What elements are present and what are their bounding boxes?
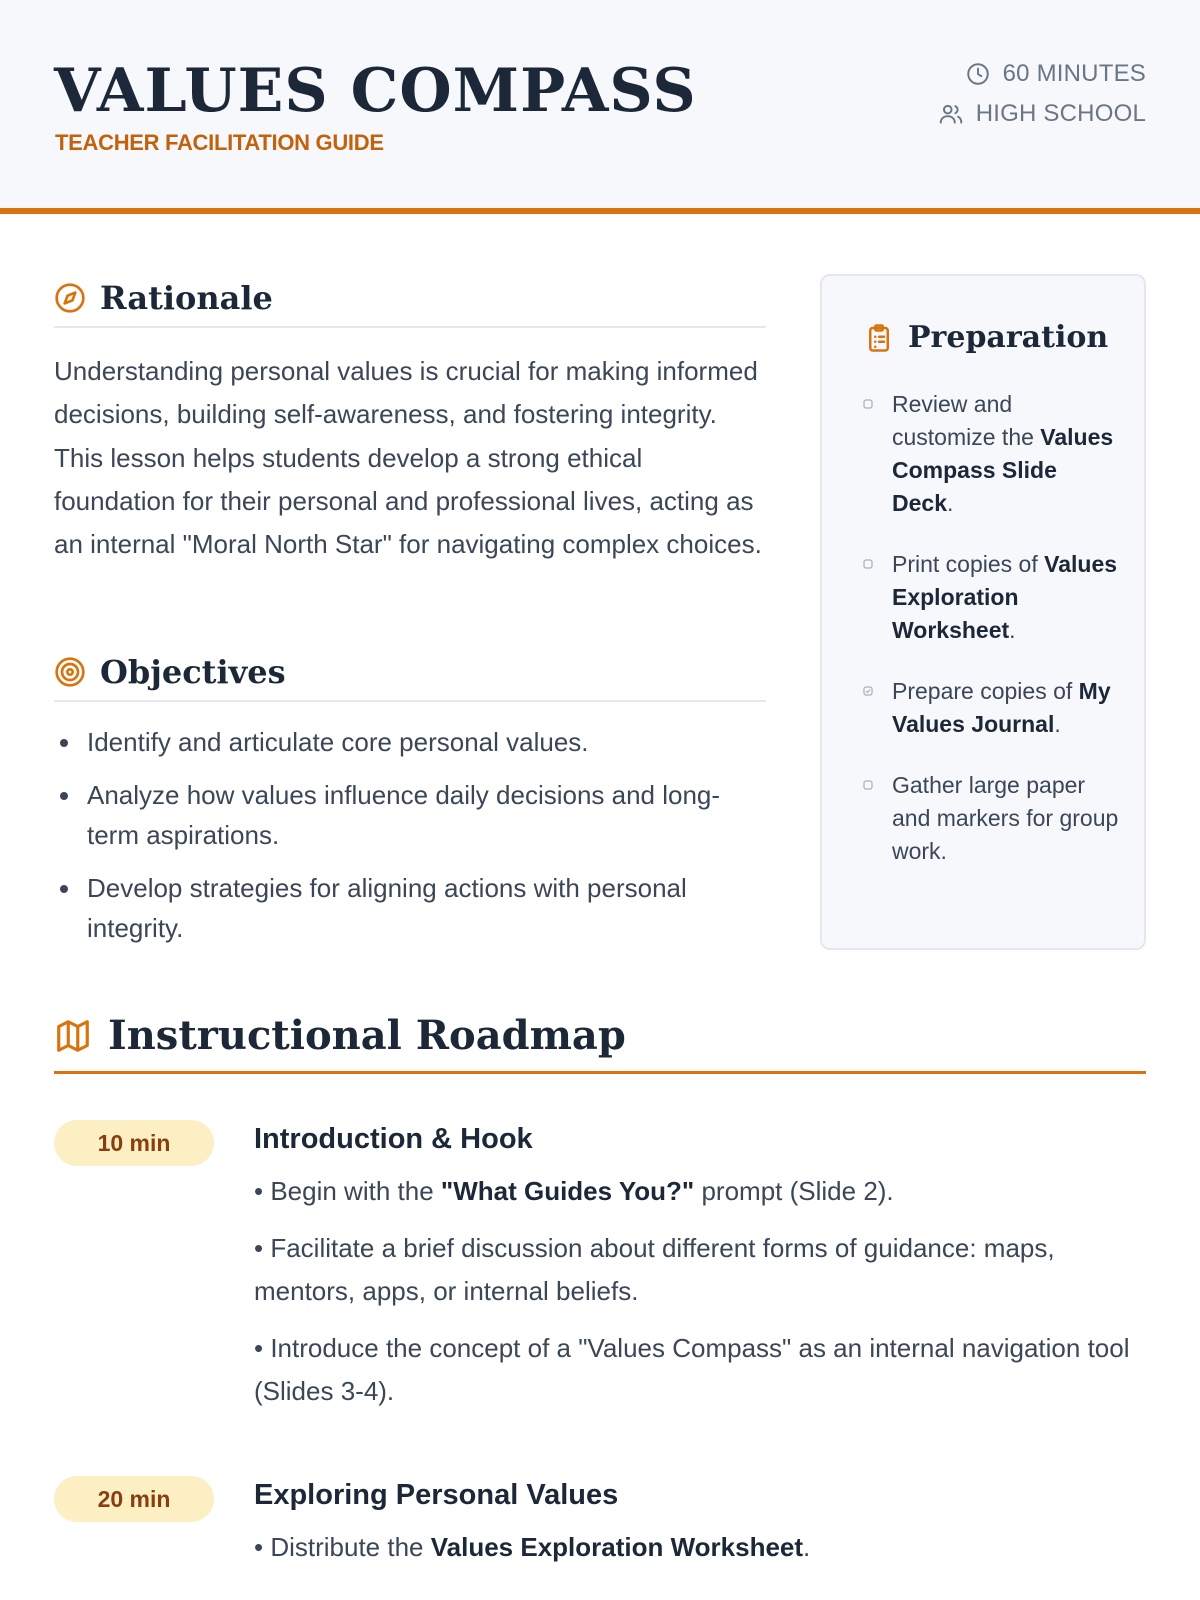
preparation-list [862, 388, 1122, 896]
prep-text: Print copies of [892, 551, 1045, 577]
list-item: Analyze how values influence daily decisions and long-term aspirations. [54, 775, 766, 855]
checkbox-icon [862, 685, 874, 697]
duration-badge: 20 min [54, 1476, 214, 1522]
checkbox-icon [862, 398, 874, 410]
compass-icon [54, 282, 86, 314]
objectives-list [54, 722, 766, 961]
list-item: Identify and articulate core personal values. [54, 722, 766, 762]
prep-suffix: . [1009, 617, 1016, 643]
list-item: Develop strategies for aligning actions with personal integrity. [54, 868, 766, 948]
target-icon [54, 656, 86, 688]
instruction-text: • Introduce the concept of a "Values Compass" as an internal navigation tool (Slides 3-4). [254, 1333, 1130, 1406]
step-instruction [254, 1227, 1146, 1313]
page-title: VALUES COMPASS [54, 56, 697, 126]
objectives-title: Objectives [100, 653, 286, 691]
list-item [862, 548, 1122, 647]
instruction-suffix: prompt (Slide 2). [694, 1176, 894, 1206]
audience-meta [938, 94, 1146, 134]
page-subtitle: TEACHER FACILITATION GUIDE [55, 130, 384, 155]
list-item [862, 769, 1122, 868]
step-instruction [254, 1327, 1146, 1413]
clipboard-list-icon [864, 323, 894, 353]
prep-suffix: . [1054, 711, 1061, 737]
lesson-meta [938, 54, 1146, 134]
objectives-heading [54, 644, 766, 702]
step-body [254, 1472, 1146, 1583]
audience-text: HIGH SCHOOL [975, 100, 1146, 127]
roadmap-title: Instructional Roadmap [108, 1012, 626, 1059]
instruction-highlight: "What Guides You?" [440, 1176, 695, 1206]
clock-icon [965, 61, 991, 87]
preparation-heading [864, 320, 1108, 355]
duration-badge: 10 min [54, 1120, 214, 1166]
prep-resource: Values Compass Slide Deck [892, 424, 1114, 516]
step-title: Exploring Personal Values [254, 1479, 619, 1511]
instruction-text: • Begin with the [254, 1176, 441, 1206]
list-item [862, 675, 1122, 741]
rationale-heading [54, 270, 766, 328]
header [0, 0, 1200, 214]
preparation-card [820, 274, 1146, 950]
rationale-title: Rationale [100, 279, 273, 317]
instruction-suffix: . [803, 1532, 811, 1562]
instruction-text: • Facilitate a brief discussion about different forms of guidance: maps, mentors, apps, or internal beliefs. [254, 1233, 1055, 1306]
instruction-text: • Distribute the [254, 1532, 431, 1562]
map-icon [54, 1017, 92, 1055]
list-item [862, 388, 1122, 520]
checkbox-icon [862, 779, 874, 791]
roadmap-heading [54, 1000, 1146, 1074]
prep-text: Prepare copies of [892, 678, 1079, 704]
prep-resource: Values Exploration Worksheet [892, 551, 1118, 643]
prep-text: Gather large paper and markers for group work. [892, 772, 1119, 864]
step-instruction [254, 1526, 1146, 1569]
step-title: Introduction & Hook [254, 1123, 533, 1155]
prep-suffix: . [946, 490, 954, 516]
duration-text: 60 MINUTES [1002, 60, 1146, 87]
instruction-highlight: Values Exploration Worksheet [430, 1532, 804, 1562]
prep-text: Review and customize the [892, 391, 1041, 450]
rationale-text: Understanding personal values is crucial for making informed decisions, building self-awareness, and fostering integrity. This lesson helps students develop a strong ethical foundation for their personal and professional lives, acting as an internal "Moral North Star" for navigating complex choices. [54, 356, 762, 560]
checkbox-icon [862, 558, 874, 570]
preparation-title: Preparation [908, 320, 1109, 355]
users-icon [938, 101, 964, 127]
step-body [254, 1116, 1146, 1427]
prep-resource: My Values Journal [892, 678, 1111, 737]
step-instruction [254, 1170, 1146, 1213]
duration-meta [938, 54, 1146, 94]
